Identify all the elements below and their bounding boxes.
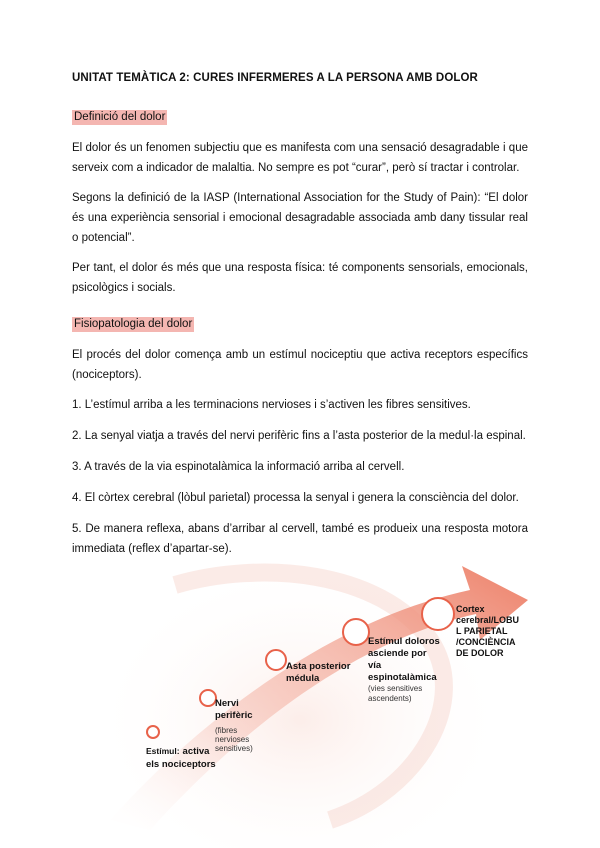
step-4-line2: asciende por xyxy=(368,648,427,659)
list-item-step-4: 4. El còrtex cerebral (lòbul parietal) processa la senyal i genera la consciència del dolor. xyxy=(72,492,519,504)
step-4-marker xyxy=(343,619,369,645)
pain-pathway-diagram xyxy=(0,555,600,848)
step-3-line2: médula xyxy=(286,673,320,684)
step-2-marker xyxy=(200,690,216,706)
step-4-line3: vía xyxy=(368,660,382,671)
step-1-line1: Estímul: xyxy=(146,746,180,756)
step-3-marker xyxy=(266,650,286,670)
step-4-sub2: ascendents) xyxy=(368,694,412,703)
step-5-marker xyxy=(422,598,454,630)
step-4-line4: espinotalàmica xyxy=(368,672,437,683)
step-3-line1: Asta posterior xyxy=(286,661,351,672)
step-5-line1: Cortex xyxy=(456,604,485,614)
step-2-line1: Nervi xyxy=(215,698,239,709)
step-1-line1b: activa xyxy=(182,746,210,757)
step-5-line5: DE DOLOR xyxy=(456,648,504,658)
step-5-line4: /CONCIÈNCIA xyxy=(456,637,516,647)
step-2-line2: perifèric xyxy=(215,710,253,721)
step-2-sub2: nervioses xyxy=(215,735,250,744)
step-4-sub1: (vies sensitives xyxy=(368,684,423,693)
step-5-line2: cerebral/LOBU xyxy=(456,615,520,625)
step-4-line1: Estímul doloros xyxy=(368,636,440,647)
list-item-step-1: 1. L’estímul arriba a les terminacions nervioses i s’activen les fibres sensitives. xyxy=(72,399,471,411)
paragraph-definition-1: El dolor és un fenomen subjectiu que es manifesta com una sensació desagradable i que serveix com a indicador de malaltia. No sempre es pot “curar”, però sí tractar i controlar. xyxy=(72,142,528,174)
list-item-step-5: 5. De manera reflexa, abans d’arribar al cervell, també es produeix una resposta motora immediata (reflex d’apartar-se). xyxy=(72,523,528,555)
paragraph-definition-3: Per tant, el dolor és més que una resposta física: té components sensorials, emocionals, psicològics i socials. xyxy=(72,262,528,294)
paragraph-intro: El procés del dolor comença amb un estímul nociceptiu que activa receptors específics (nociceptors). xyxy=(72,349,528,381)
list-item-step-2: 2. La senyal viatja a través del nervi perifèric fins a l’asta posterior de la medul·la espinal. xyxy=(72,430,526,442)
step-1-marker xyxy=(147,726,159,738)
section-heading-physiopathology: Fisiopatologia del dolor xyxy=(74,318,193,330)
section-heading-definition: Definició del dolor xyxy=(74,111,166,123)
step-5-line3: L PARIETAL xyxy=(456,626,508,636)
paragraph-definition-2: Segons la definició de la IASP (International Association for the Study of Pain): “El dolor és una experiència sensorial i emocional desagradable associada amb dany tissular real o potencial”. xyxy=(72,192,528,244)
list-item-step-3: 3. A través de la via espinotalàmica la informació arriba al cervell. xyxy=(72,461,405,473)
step-1-line2: els nociceptors xyxy=(146,759,216,770)
step-2-sub3: sensitives) xyxy=(215,744,253,753)
page-title: UNITAT TEMÀTICA 2: CURES INFERMERES A LA PERSONA AMB DOLOR xyxy=(72,72,478,84)
step-2-sub1: (fibres xyxy=(215,726,238,735)
